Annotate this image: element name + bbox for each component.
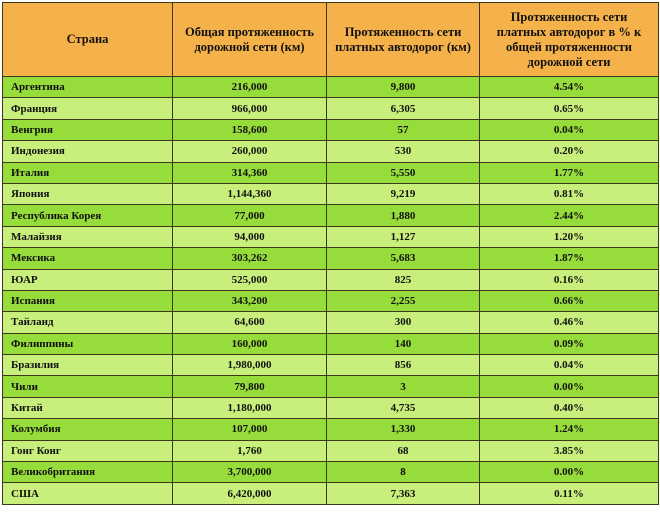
cell-toll-road-length: 9,800 <box>327 77 480 98</box>
cell-toll-road-length: 2,255 <box>327 290 480 311</box>
cell-toll-road-percent: 2.44% <box>480 205 659 226</box>
cell-toll-road-percent: 0.11% <box>480 483 659 504</box>
header-row <box>3 3 659 77</box>
table-row <box>3 397 659 418</box>
table-row <box>3 162 659 183</box>
cell-toll-road-length: 7,363 <box>327 483 480 504</box>
cell-country: Япония <box>3 183 173 204</box>
table-row <box>3 98 659 119</box>
cell-country: Аргентина <box>3 77 173 98</box>
cell-toll-road-length: 856 <box>327 355 480 376</box>
cell-toll-road-length: 140 <box>327 333 480 354</box>
table-header <box>3 3 659 77</box>
cell-toll-road-percent: 0.16% <box>480 269 659 290</box>
cell-toll-road-percent: 4.54% <box>480 77 659 98</box>
cell-total-road-length: 525,000 <box>173 269 327 290</box>
cell-total-road-length: 94,000 <box>173 226 327 247</box>
header-toll-road-length: Протяженность сети платных автодорог (км) <box>327 3 480 77</box>
cell-toll-road-length: 5,683 <box>327 248 480 269</box>
cell-country: Чили <box>3 376 173 397</box>
cell-total-road-length: 1,180,000 <box>173 397 327 418</box>
table-row <box>3 290 659 311</box>
cell-total-road-length: 1,980,000 <box>173 355 327 376</box>
cell-country: Малайзия <box>3 226 173 247</box>
cell-total-road-length: 160,000 <box>173 333 327 354</box>
cell-toll-road-length: 68 <box>327 440 480 461</box>
cell-total-road-length: 79,800 <box>173 376 327 397</box>
cell-country: Бразилия <box>3 355 173 376</box>
table-row <box>3 483 659 504</box>
toll-roads-table <box>2 2 659 505</box>
cell-total-road-length: 303,262 <box>173 248 327 269</box>
cell-total-road-length: 314,360 <box>173 162 327 183</box>
cell-toll-road-length: 57 <box>327 119 480 140</box>
cell-toll-road-percent: 0.65% <box>480 98 659 119</box>
cell-total-road-length: 343,200 <box>173 290 327 311</box>
cell-toll-road-length: 825 <box>327 269 480 290</box>
cell-toll-road-percent: 0.00% <box>480 462 659 483</box>
cell-total-road-length: 966,000 <box>173 98 327 119</box>
cell-toll-road-percent: 0.04% <box>480 355 659 376</box>
table-row <box>3 440 659 461</box>
cell-toll-road-percent: 0.04% <box>480 119 659 140</box>
header-country: Страна <box>3 3 173 77</box>
cell-toll-road-percent: 0.81% <box>480 183 659 204</box>
cell-country: Филиппины <box>3 333 173 354</box>
cell-total-road-length: 158,600 <box>173 119 327 140</box>
cell-toll-road-length: 3 <box>327 376 480 397</box>
cell-country: Испания <box>3 290 173 311</box>
cell-total-road-length: 6,420,000 <box>173 483 327 504</box>
cell-country: Венгрия <box>3 119 173 140</box>
cell-country: Франция <box>3 98 173 119</box>
cell-total-road-length: 1,144,360 <box>173 183 327 204</box>
cell-country: Китай <box>3 397 173 418</box>
cell-toll-road-percent: 0.40% <box>480 397 659 418</box>
cell-toll-road-length: 1,880 <box>327 205 480 226</box>
cell-country: США <box>3 483 173 504</box>
cell-country: Колумбия <box>3 419 173 440</box>
cell-total-road-length: 1,760 <box>173 440 327 461</box>
table-row <box>3 462 659 483</box>
cell-toll-road-percent: 1.87% <box>480 248 659 269</box>
table-row <box>3 183 659 204</box>
cell-toll-road-length: 4,735 <box>327 397 480 418</box>
cell-toll-road-length: 9,219 <box>327 183 480 204</box>
cell-total-road-length: 77,000 <box>173 205 327 226</box>
table-row <box>3 333 659 354</box>
cell-toll-road-percent: 0.20% <box>480 141 659 162</box>
cell-toll-road-percent: 0.09% <box>480 333 659 354</box>
table-row <box>3 419 659 440</box>
cell-toll-road-length: 300 <box>327 312 480 333</box>
cell-toll-road-length: 6,305 <box>327 98 480 119</box>
cell-toll-road-percent: 0.46% <box>480 312 659 333</box>
cell-toll-road-percent: 1.20% <box>480 226 659 247</box>
table-row <box>3 205 659 226</box>
cell-toll-road-length: 1,127 <box>327 226 480 247</box>
cell-country: Индонезия <box>3 141 173 162</box>
cell-country: ЮАР <box>3 269 173 290</box>
cell-country: Тайланд <box>3 312 173 333</box>
cell-toll-road-length: 5,550 <box>327 162 480 183</box>
cell-total-road-length: 107,000 <box>173 419 327 440</box>
table-row <box>3 269 659 290</box>
header-toll-road-percent: Протяженность сети платных автодорог в % к общей протяженности дорожной сети <box>480 3 659 77</box>
cell-country: Великобритания <box>3 462 173 483</box>
cell-toll-road-percent: 1.24% <box>480 419 659 440</box>
cell-total-road-length: 3,700,000 <box>173 462 327 483</box>
table-row <box>3 226 659 247</box>
table-row <box>3 77 659 98</box>
cell-total-road-length: 64,600 <box>173 312 327 333</box>
cell-country: Республика Корея <box>3 205 173 226</box>
cell-toll-road-percent: 1.77% <box>480 162 659 183</box>
table-row <box>3 355 659 376</box>
cell-total-road-length: 216,000 <box>173 77 327 98</box>
cell-toll-road-length: 530 <box>327 141 480 162</box>
cell-toll-road-length: 8 <box>327 462 480 483</box>
cell-toll-road-percent: 3.85% <box>480 440 659 461</box>
table-body <box>3 77 659 505</box>
table-row <box>3 141 659 162</box>
table-row <box>3 376 659 397</box>
cell-toll-road-length: 1,330 <box>327 419 480 440</box>
cell-country: Италия <box>3 162 173 183</box>
cell-total-road-length: 260,000 <box>173 141 327 162</box>
cell-toll-road-percent: 0.66% <box>480 290 659 311</box>
cell-country: Гонг Конг <box>3 440 173 461</box>
cell-country: Мексика <box>3 248 173 269</box>
cell-toll-road-percent: 0.00% <box>480 376 659 397</box>
table-row <box>3 312 659 333</box>
table-row <box>3 119 659 140</box>
header-total-road-length: Общая протяженность дорожной сети (км) <box>173 3 327 77</box>
table-row <box>3 248 659 269</box>
